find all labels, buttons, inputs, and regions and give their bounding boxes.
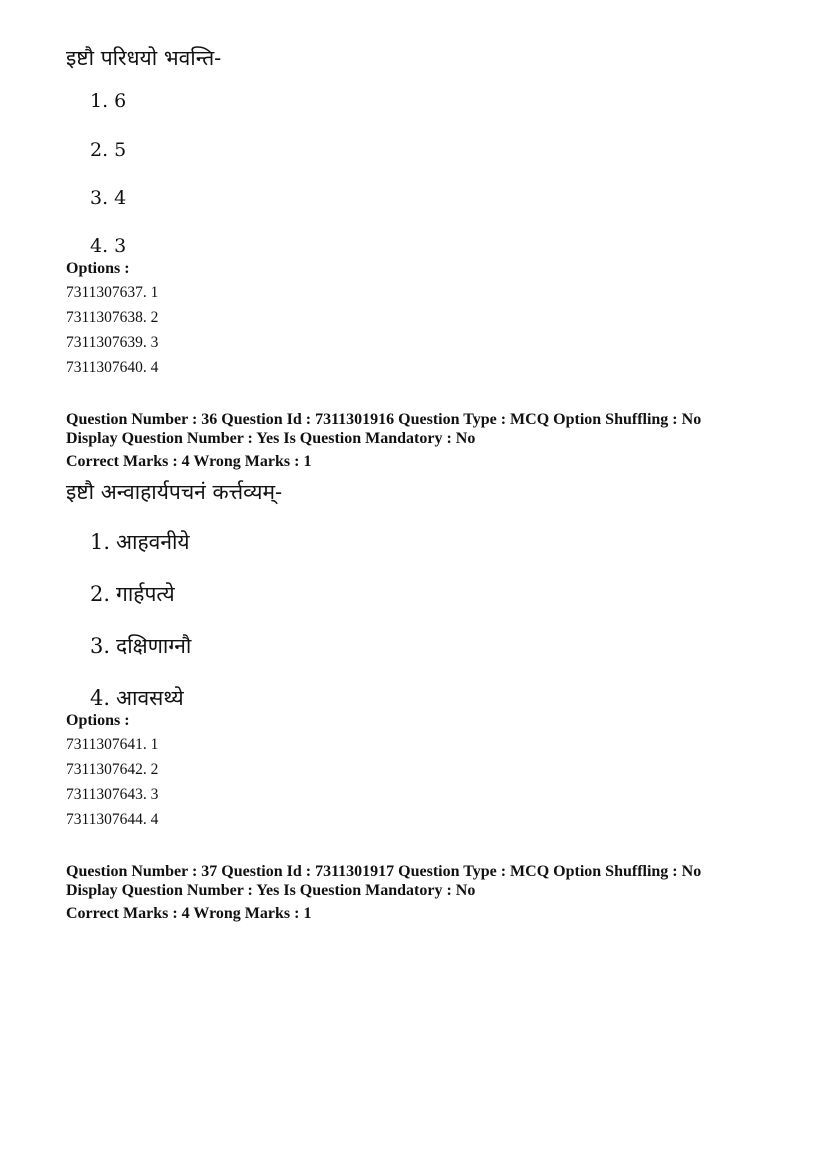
choice-item	[90, 580, 175, 608]
choice-number: 2.	[90, 139, 109, 161]
choice-text: 5	[114, 139, 127, 161]
choice-item	[90, 139, 126, 161]
question-meta-line: Display Question Number : Yes Is Question Mandatory : No	[66, 882, 476, 899]
choice-number: 1.	[90, 530, 111, 554]
options-label: Options :	[66, 260, 130, 277]
choice-number: 4.	[90, 686, 111, 710]
option-item: 7311307643. 3	[66, 786, 159, 803]
choice-number: 4.	[90, 235, 109, 257]
choice-item	[90, 235, 126, 257]
question-text: इष्टौ अन्वाहार्यपचनं कर्त्तव्यम्-	[66, 480, 283, 504]
choice-item	[90, 528, 190, 556]
option-item: 7311307644. 4	[66, 811, 159, 828]
choice-text: आवसथ्ये	[116, 686, 184, 710]
option-item: 7311307638. 2	[66, 309, 159, 326]
question-text: इष्टौ परिधयो भवन्ति-	[66, 46, 222, 70]
choice-item	[90, 684, 184, 712]
option-item: 7311307642. 2	[66, 761, 159, 778]
marks-line: Correct Marks : 4 Wrong Marks : 1	[66, 453, 312, 470]
choice-number: 3.	[90, 187, 109, 209]
choice-item	[90, 187, 126, 209]
choice-item	[90, 632, 191, 660]
choice-text: 3	[114, 235, 127, 257]
option-item: 7311307641. 1	[66, 736, 159, 753]
option-item: 7311307639. 3	[66, 334, 159, 351]
option-item: 7311307637. 1	[66, 284, 159, 301]
question-meta-line: Question Number : 36 Question Id : 7311301916 Question Type : MCQ Option Shuffling : No	[66, 411, 702, 428]
choice-text: दक्षिणाग्नौ	[116, 634, 192, 658]
choice-text: आहवनीये	[116, 530, 190, 554]
choice-text: गार्हपत्ये	[116, 582, 175, 606]
choice-text: 6	[114, 90, 127, 112]
choice-number: 1.	[90, 90, 109, 112]
question-meta-line: Question Number : 37 Question Id : 7311301917 Question Type : MCQ Option Shuffling : No	[66, 863, 702, 880]
option-item: 7311307640. 4	[66, 359, 159, 376]
choice-item	[90, 90, 126, 112]
choice-number: 3.	[90, 634, 111, 658]
marks-line: Correct Marks : 4 Wrong Marks : 1	[66, 905, 312, 922]
options-label: Options :	[66, 712, 130, 729]
choice-number: 2.	[90, 582, 111, 606]
question-meta-line: Display Question Number : Yes Is Question Mandatory : No	[66, 430, 476, 447]
choice-text: 4	[114, 187, 127, 209]
